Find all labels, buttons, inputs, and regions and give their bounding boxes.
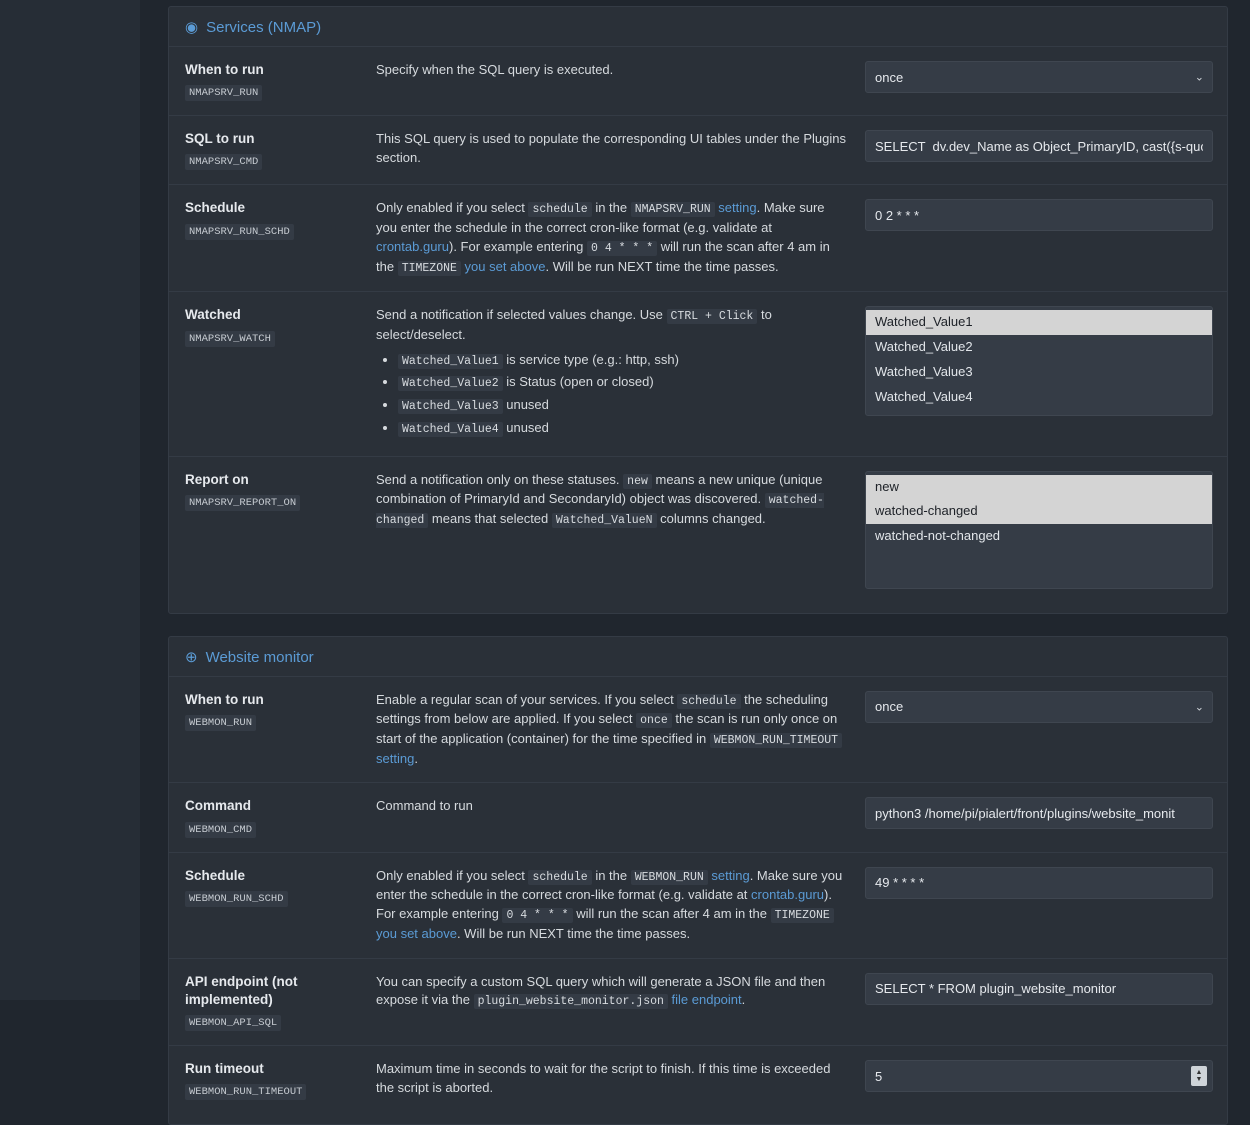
setting-key: NMAPSRV_RUN_SCHD — [185, 224, 294, 240]
list-option[interactable]: Watched_Value3 — [866, 360, 1212, 385]
spinner-wrapper — [865, 1060, 1213, 1092]
setting-key: NMAPSRV_CMD — [185, 154, 262, 170]
setting-control — [865, 973, 1213, 1005]
setting-description: Only enabled if you select schedule in the NMAPSRV_RUN setting. Make sure you enter the schedule in the correct cron-like format (e.g. validate at crontab.guru). For example entering 0 4 * * * will run the scan after 4 am in the TIMEZONE you set above. Will be run NEXT time the time passes. — [376, 199, 865, 277]
nmapsrv-run-schd-input[interactable] — [865, 199, 1213, 231]
setting-row-webmon-run — [169, 677, 1227, 784]
setting-description: Send a notification only on these statuses. new means a new unique (unique combination of PrimaryId and SecondaryId) object was discovered. watched-changed means that selected Watched_ValueN columns changed. — [376, 471, 865, 530]
section-body — [169, 47, 1227, 613]
setting-label-block — [183, 130, 376, 170]
setting-description: You can specify a custom SQL query which will generate a JSON file and then expose it via the plugin_website_monitor.json file endpoint. — [376, 973, 865, 1012]
nmapsrv-run-select[interactable] — [865, 61, 1213, 93]
setting-key: WEBMON_CMD — [185, 822, 256, 838]
setting-title: Report on — [185, 471, 366, 489]
list-option[interactable]: Watched_Value4 — [866, 385, 1212, 410]
left-gutter — [0, 0, 140, 1000]
setting-title: API endpoint (not implemented) — [185, 973, 366, 1009]
setting-row-nmapsrv-watch — [169, 292, 1227, 456]
setting-label-block — [183, 471, 376, 511]
setting-control — [865, 471, 1213, 589]
setting-control — [865, 61, 1213, 93]
nmapsrv-report-on-listbox[interactable] — [865, 471, 1213, 589]
setting-title: When to run — [185, 691, 366, 709]
setting-label-block — [183, 1060, 376, 1100]
section-body — [169, 677, 1227, 1125]
setting-control — [865, 130, 1213, 162]
setting-label-block — [183, 306, 376, 346]
setting-key: NMAPSRV_RUN — [185, 85, 262, 101]
chevron-down-icon: ⌄ — [1195, 71, 1204, 84]
chevron-down-icon: ⌄ — [1195, 700, 1204, 713]
section-title: Services (NMAP) — [206, 19, 321, 36]
setting-row-nmapsrv-run-schd — [169, 185, 1227, 292]
webmon-api-sql-input[interactable] — [865, 973, 1213, 1005]
globe-icon: ⊕ — [185, 650, 198, 665]
setting-title: Watched — [185, 306, 366, 324]
section-website-monitor — [168, 636, 1228, 1125]
setting-title: Run timeout — [185, 1060, 366, 1078]
setting-control — [865, 797, 1213, 829]
setting-title: When to run — [185, 61, 366, 79]
setting-description: Maximum time in seconds to wait for the script to finish. If this time is exceeded the script is aborted. — [376, 1060, 865, 1098]
setting-title: SQL to run — [185, 130, 366, 148]
section-spacer — [140, 614, 1250, 630]
select-wrapper — [865, 61, 1213, 93]
setting-description: Specify when the SQL query is executed. — [376, 61, 865, 80]
setting-title: Command — [185, 797, 366, 815]
nmapsrv-cmd-input[interactable] — [865, 130, 1213, 162]
setting-label-block — [183, 691, 376, 731]
spinner-stepper-icon[interactable]: ▲ ▼ — [1191, 1066, 1207, 1086]
setting-description: Command to run — [376, 797, 865, 816]
list-option[interactable]: new — [866, 475, 1212, 500]
section-services-nmap — [168, 6, 1228, 614]
setting-row-nmapsrv-cmd — [169, 116, 1227, 185]
setting-title: Schedule — [185, 199, 366, 217]
setting-description: This SQL query is used to populate the corresponding UI tables under the Plugins section. — [376, 130, 865, 168]
setting-title: Schedule — [185, 867, 366, 885]
setting-row-webmon-run-timeout — [169, 1046, 1227, 1114]
nmapsrv-watch-listbox[interactable] — [865, 306, 1213, 416]
list-option[interactable]: watched-changed — [866, 499, 1212, 524]
setting-key: NMAPSRV_REPORT_ON — [185, 495, 300, 511]
setting-key: WEBMON_API_SQL — [185, 1015, 281, 1031]
setting-row-webmon-api-sql — [169, 959, 1227, 1046]
setting-key: WEBMON_RUN_SCHD — [185, 891, 288, 907]
setting-label-block — [183, 973, 376, 1031]
setting-row-nmapsrv-report-on — [169, 457, 1227, 603]
setting-label-block — [183, 867, 376, 907]
setting-control — [865, 867, 1213, 899]
list-option[interactable]: watched-not-changed — [866, 524, 1212, 549]
section-header-services-nmap — [169, 7, 1227, 47]
setting-control — [865, 1060, 1213, 1092]
setting-row-webmon-cmd — [169, 783, 1227, 852]
setting-label-block — [183, 61, 376, 101]
setting-key: WEBMON_RUN_TIMEOUT — [185, 1084, 306, 1100]
setting-description: Send a notification if selected values change. Use CTRL + Click to select/deselect. • Watched_Value1 is service type (e.g.: http, ssh) • Watched_Value2 is Status (open or closed) • Watched_Value3 unused • Watched_Value4 unused — [376, 306, 865, 441]
section-title: Website monitor — [206, 649, 314, 666]
setting-key: WEBMON_RUN — [185, 715, 256, 731]
setting-description: Only enabled if you select schedule in the WEBMON_RUN setting. Make sure you enter the schedule in the correct cron-like format (e.g. validate at crontab.guru). For example entering 0 4 * * * will run the scan after 4 am in the TIMEZONE you set above. Will be run NEXT time the time passes. — [376, 867, 865, 944]
setting-label-block — [183, 797, 376, 837]
webmon-run-select[interactable] — [865, 691, 1213, 723]
network-icon: ◉ — [185, 20, 198, 35]
select-wrapper — [865, 691, 1213, 723]
setting-key: NMAPSRV_WATCH — [185, 331, 275, 347]
setting-row-webmon-run-schd — [169, 853, 1227, 959]
setting-description: Enable a regular scan of your services. If you select schedule the scheduling settings from below are applied. If you select once the scan is run only once on start of the application (container) for the time specified in WEBMON_RUN_TIMEOUT setting. — [376, 691, 865, 769]
setting-control — [865, 691, 1213, 723]
list-option[interactable]: Watched_Value1 — [866, 310, 1212, 335]
webmon-run-timeout-input[interactable] — [865, 1060, 1213, 1092]
list-option[interactable]: Watched_Value2 — [866, 335, 1212, 360]
section-header-website-monitor — [169, 637, 1227, 677]
settings-content — [140, 0, 1250, 1000]
setting-control — [865, 199, 1213, 231]
setting-label-block — [183, 199, 376, 239]
webmon-cmd-input[interactable] — [865, 797, 1213, 829]
setting-control — [865, 306, 1213, 416]
setting-row-nmapsrv-run — [169, 47, 1227, 116]
webmon-run-schd-input[interactable] — [865, 867, 1213, 899]
